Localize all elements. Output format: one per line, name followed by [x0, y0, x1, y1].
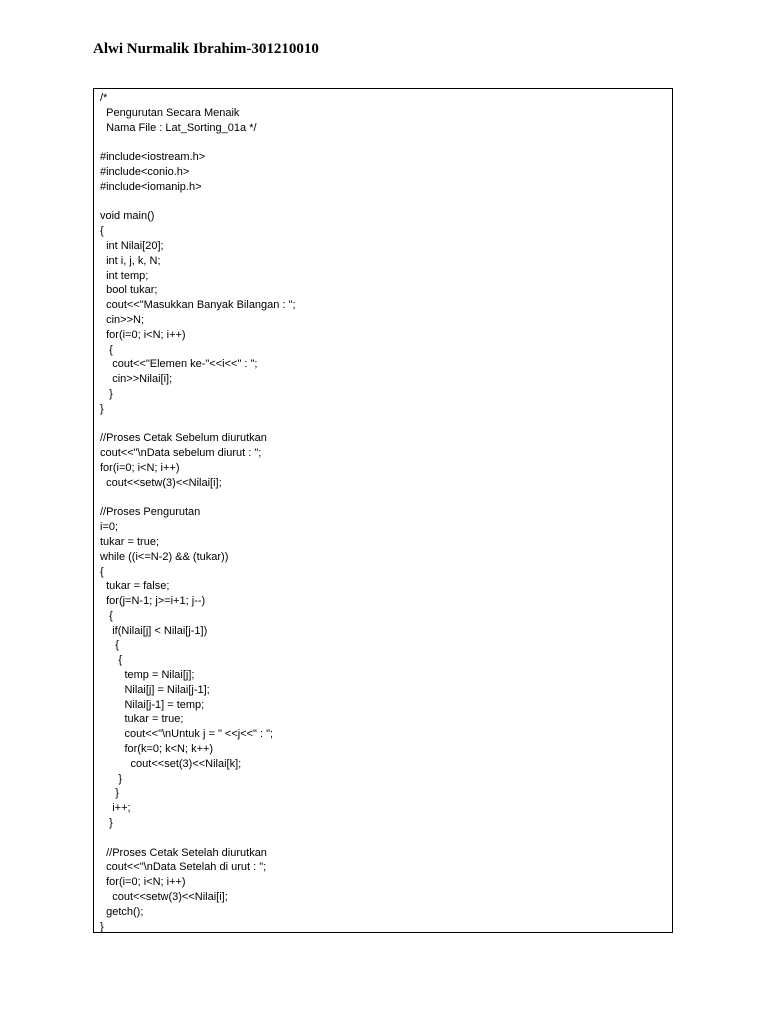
code-line: i++;	[100, 802, 131, 815]
code-line: }	[100, 772, 123, 785]
code-line: getch();	[100, 905, 144, 918]
code-line: int i, j, k, N;	[100, 254, 161, 267]
code-line: }	[100, 817, 113, 830]
code-line: cout<<"\nData sebelum diurut : ";	[100, 447, 262, 460]
code-line: //Proses Pengurutan	[100, 506, 201, 519]
code-line: #include<conio.h>	[100, 165, 190, 178]
code-line: }	[100, 387, 113, 400]
code-line: {	[100, 609, 113, 622]
code-line: temp = Nilai[j];	[100, 669, 195, 682]
code-line: tukar = true;	[100, 535, 160, 548]
code-line: i=0;	[100, 521, 119, 534]
code-line: }	[100, 787, 119, 800]
code-line: cout<<"Masukkan Banyak Bilangan : ";	[100, 299, 296, 312]
code-line: Pengurutan Secara Menaik	[100, 106, 240, 119]
code-line: {	[100, 654, 123, 667]
code-line: while ((i<=N-2) && (tukar))	[100, 550, 229, 563]
code-line	[100, 491, 672, 506]
code-line: cout<<"Elemen ke-"<<i<<" : ";	[100, 358, 258, 371]
code-line: int temp;	[100, 269, 149, 282]
code-line: for(i=0; i<N; i++)	[100, 328, 186, 341]
code-line: }	[100, 920, 104, 933]
code-line: if(Nilai[j] < Nilai[j-1])	[100, 624, 208, 637]
code-line: cout<<"\nUntuk j = " <<j<<" : ";	[100, 728, 274, 741]
code-line	[100, 831, 672, 846]
code-line: tukar = false;	[100, 580, 170, 593]
code-line: cout<<"\nData Setelah di urut : ";	[100, 861, 267, 874]
code-line: Nilai[j-1] = temp;	[100, 698, 205, 711]
code-line: #include<iostream.h>	[100, 151, 206, 164]
code-line: Nama File : Lat_Sorting_01a */	[100, 121, 257, 134]
code-line: cin>>Nilai[i];	[100, 373, 173, 386]
code-line: void main()	[100, 210, 155, 223]
code-line: for(k=0; k<N; k++)	[100, 743, 214, 756]
code-line	[100, 195, 672, 210]
code-line: //Proses Cetak Setelah diurutkan	[100, 846, 267, 859]
code-line	[100, 417, 672, 432]
code-listing-box	[93, 88, 673, 933]
code-line: {	[100, 225, 104, 238]
code-line: bool tukar;	[100, 284, 158, 297]
code-line: cout<<setw(3)<<Nilai[i];	[100, 476, 222, 489]
code-line: for(i=0; i<N; i++)	[100, 876, 186, 889]
code-line: {	[100, 343, 113, 356]
code-line: int Nilai[20];	[100, 239, 164, 252]
author-heading: Alwi Nurmalik Ibrahim-301210010	[93, 41, 319, 57]
code-line: cin>>N;	[100, 313, 145, 326]
code-line: #include<iomanip.h>	[100, 180, 202, 193]
code-line: cout<<set(3)<<Nilai[k];	[100, 757, 242, 770]
code-line: cout<<setw(3)<<Nilai[i];	[100, 891, 228, 904]
code-line: }	[100, 402, 104, 415]
code-line: {	[100, 565, 104, 578]
code-line: /*	[100, 92, 108, 104]
code-line: Nilai[j] = Nilai[j-1];	[100, 683, 210, 696]
code-line: //Proses Cetak Sebelum diurutkan	[100, 432, 267, 445]
code-line: tukar = true;	[100, 713, 184, 726]
code-line: for(j=N-1; j>=i+1; j--)	[100, 595, 206, 608]
code-line: {	[100, 639, 119, 652]
code-line	[100, 135, 672, 150]
code-line: for(i=0; i<N; i++)	[100, 461, 180, 474]
